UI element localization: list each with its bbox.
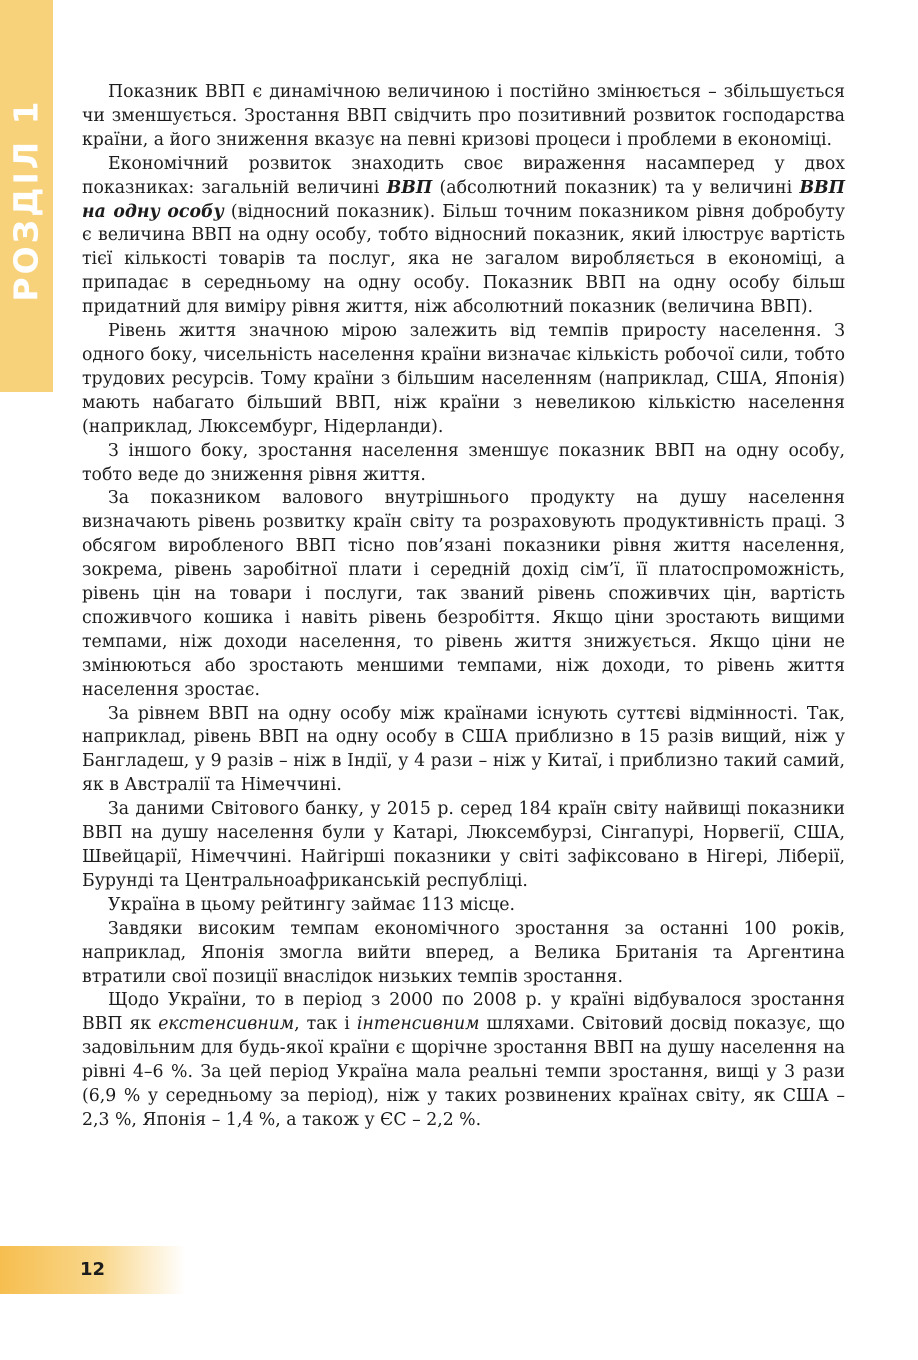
term-gdp: ВВП (386, 177, 433, 198)
paragraph-world-bank-ranking: За даними Світового банку, у 2015 р. серед 184 країн світу найвищі показники ВВП на душу населення були у Катарі, Люксембурзі, Сінгапурі, Норвегії, США, Швейцарії, Німеччині. Найгірші показники у світі зафіксовано в Нігері, Ліберії, Бурунді та Центральноафриканській республіці. (82, 799, 845, 891)
body-text (82, 81, 845, 1133)
paragraph-text: Щодо України, то в період з 2000 по 2008 р. у країні відбувалося зростання ВВП як (82, 990, 845, 1035)
page-number: 12 (80, 1259, 106, 1280)
paragraph-ukraine-rank: Україна в цьому рейтингу займає 113 місце. (108, 894, 515, 915)
section-side-tab (0, 0, 53, 392)
paragraph-living-standards: За показником валового внутрішнього продукту на душу населення визначають рівень розвитку країн світу та розраховують продуктивність праці. З обсягом виробленого ВВП тісно пов’язані показники рівня життя населення, зокрема, рівень заробітної плати і середній дохід сім’ї, її платоспроможність, рівень цін на товари і послуги, так званий рівень споживчих цін, вартість споживчого кошика і навіть рівень безробіття. Якщо ціни зростають вищими темпами, ніж доходи населення, то рівень життя знижується. Якщо ціни не змінюються або зростають меншими темпами, ніж доходи, то рівень життя населення зростає. (82, 488, 845, 700)
paragraph-text: (абсолютний показник) та у величині (432, 177, 800, 198)
term-intensive: інтенсивним (356, 1014, 480, 1035)
paragraph-text: Економічний розвиток знаходить своє вираження насамперед у двох показниках: загальній величині (82, 153, 845, 198)
paragraph-population-effect: З іншого боку, зростання населення зменшує показник ВВП на одну особу, тобто веде до зниження рівня життя. (82, 440, 845, 485)
paragraph-country-differences: За рівнем ВВП на одну особу між країнами існують суттєві відмінності. Так, наприклад, рівень ВВП на одну особу в США приблизно в 15 разів вищий, ніж у Бангладеш, у 9 разів – ніж в Індії, у 4 рази – ніж у Китаї, і приблизно такий самий, як в Австралії та Німеччині. (82, 703, 845, 796)
paragraph-gdp-dynamics: Показник ВВП є динамічною величиною і постійно змінюється – збільшується чи зменшується. Зростання ВВП свідчить про позитивний розвиток господарства країни, а його зниження вказує на певні кризові процеси і проблеми в економіці. (82, 82, 845, 150)
paragraph-growth-history: Завдяки високим темпам економічного зростання за останні 100 років, наприклад, Японія змогла вийти вперед, а Велика Британія та Аргентина втратили свої позиції внаслідок низьких темпів зростання. (82, 918, 845, 987)
term-extensive: екстенсивним (158, 1014, 295, 1035)
paragraph-population-growth: Рівень життя значною мірою залежить від темпів приросту населення. З одного боку, чисельність населення країни визначає кількість робочої сили, тобто трудових ресурсів. Тому країни з більшим населенням (наприклад, США, Японія) мають набагато більший ВВП, ніж країни з невеликою кількістю населення (наприклад, Люксембург, Нідерланди). (82, 321, 845, 437)
paragraph-text: , так і (294, 1014, 357, 1035)
paragraph-text: (відносний показник). Більш точним показником рівня добробуту є величина ВВП на одну особу, тобто відносний показник, який ілюструє вартість тієї кількості товарів та послуг, яка не загалом виробляється в економіці, а припадає в середньому на одну особу. Показник ВВП на одну особу більш придатний для виміру рівня життя, ніж абсолютний показник (величина ВВП). (82, 201, 846, 318)
paragraph-gdp-indicators (82, 153, 845, 320)
paragraph-ukraine-growth (82, 989, 845, 1132)
section-tab-label: РОЗДІЛ 1 (6, 98, 46, 302)
term-gdp-per-capita: ВВП на одну особу (82, 177, 845, 222)
paragraph-text: шляхами. Світовий досвід показує, що задовільним для будь-якої країни є щорічне зростання ВВП на душу населення на рівні 4–6 %. За цей період Україна мала реальні темпи зростання, вищі у 3 рази (6,9 % у середньому за період), ніж у таких розвинених країнах світу, як США – 2,3 %, Японія – 1,4 %, а також у ЄС – 2,2 %. (82, 1014, 845, 1130)
